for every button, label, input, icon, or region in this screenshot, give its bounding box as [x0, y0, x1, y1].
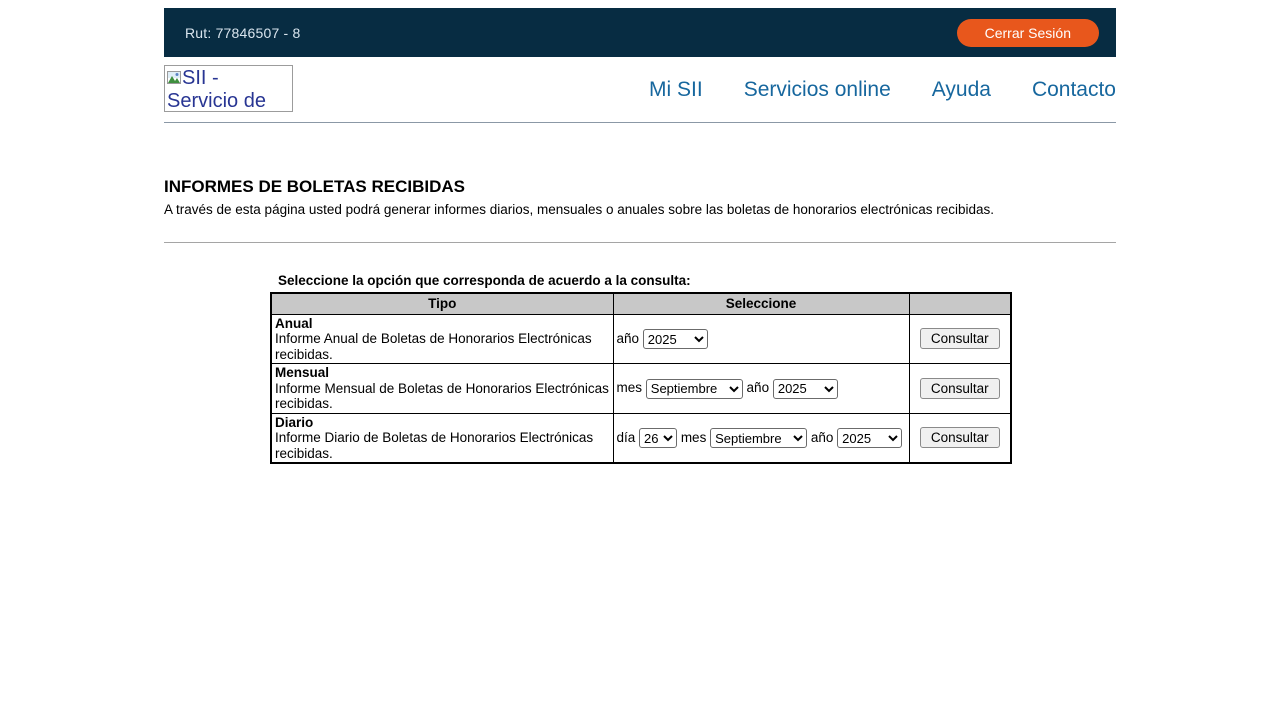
mensual-year-select[interactable]: [773, 379, 838, 399]
nav-link-servicios-online[interactable]: Servicios online: [743, 77, 891, 101]
tipo-cell-anual: [271, 314, 613, 364]
tipo-name: Anual: [275, 315, 313, 331]
button-cell-anual: [909, 314, 1011, 364]
tipo-desc: Informe Anual de Boletas de Honorarios Electrónicas recibidas.: [275, 331, 592, 362]
nav-link-contacto[interactable]: Contacto: [1031, 77, 1116, 101]
mensual-month-select[interactable]: [646, 379, 743, 399]
column-header-seleccione: Seleccione: [613, 293, 909, 314]
anual-year-select[interactable]: [643, 329, 708, 349]
table-row-mensual: [271, 364, 1011, 414]
nav-link-mi-sii[interactable]: Mi SII: [649, 77, 703, 101]
tipo-cell-mensual: [271, 364, 613, 414]
tipo-name: Diario: [275, 414, 314, 430]
main-nav: [649, 78, 1116, 102]
section-divider: [164, 242, 1116, 243]
table-header-row: [271, 293, 1011, 314]
tipo-desc: Informe Diario de Boletas de Honorarios Electrónicas recibidas.: [275, 430, 594, 461]
year-label: año: [616, 330, 640, 346]
table-row-diario: [271, 413, 1011, 463]
nav-link-ayuda[interactable]: Ayuda: [931, 77, 991, 101]
page-container: [164, 0, 1116, 464]
consultar-anual-button[interactable]: Consultar: [920, 328, 1000, 349]
broken-image-icon: [167, 71, 181, 84]
logo-alt-text: SII - Servicio de: [167, 66, 266, 112]
column-header-tipo: Tipo: [271, 293, 613, 314]
header-nav-row: [164, 57, 1116, 123]
consultar-diario-button[interactable]: Consultar: [920, 427, 1000, 448]
select-cell-anual: [613, 314, 909, 364]
consulta-section: [270, 273, 1010, 464]
select-cell-mensual: [613, 364, 909, 414]
logout-button[interactable]: Cerrar Sesión: [957, 19, 1099, 47]
session-bar: [164, 8, 1116, 57]
page-title: INFORMES DE BOLETAS RECIBIDAS: [164, 177, 465, 196]
select-cell-diario: [613, 413, 909, 463]
button-cell-diario: [909, 413, 1011, 463]
rut-label: Rut: 77846507 - 8: [185, 24, 301, 41]
consultar-mensual-button[interactable]: Consultar: [920, 378, 1000, 399]
page-subtitle: A través de esta página usted podrá generar informes diarios, mensuales o anuales sobre las boletas de honorarios electrónicas recibidas.: [164, 202, 994, 217]
year-label: año: [810, 429, 834, 445]
column-header-empty: [909, 293, 1011, 314]
year-label: año: [746, 380, 770, 396]
consulta-caption: Seleccione la opción que corresponda de acuerdo a la consulta:: [278, 273, 691, 288]
tipo-desc: Informe Mensual de Boletas de Honorarios Electrónicas recibidas.: [275, 380, 609, 411]
sii-logo-broken-image[interactable]: [164, 65, 293, 112]
tipo-cell-diario: [271, 413, 613, 463]
day-label: día: [616, 429, 636, 445]
diario-year-select[interactable]: [837, 428, 902, 448]
tipo-name: Mensual: [275, 365, 330, 380]
informes-table: [270, 292, 1012, 464]
month-label: mes: [616, 380, 643, 396]
diario-day-select[interactable]: [639, 428, 677, 448]
table-row-anual: [271, 314, 1011, 364]
button-cell-mensual: [909, 364, 1011, 414]
month-label: mes: [680, 429, 707, 445]
diario-month-select[interactable]: [710, 428, 807, 448]
